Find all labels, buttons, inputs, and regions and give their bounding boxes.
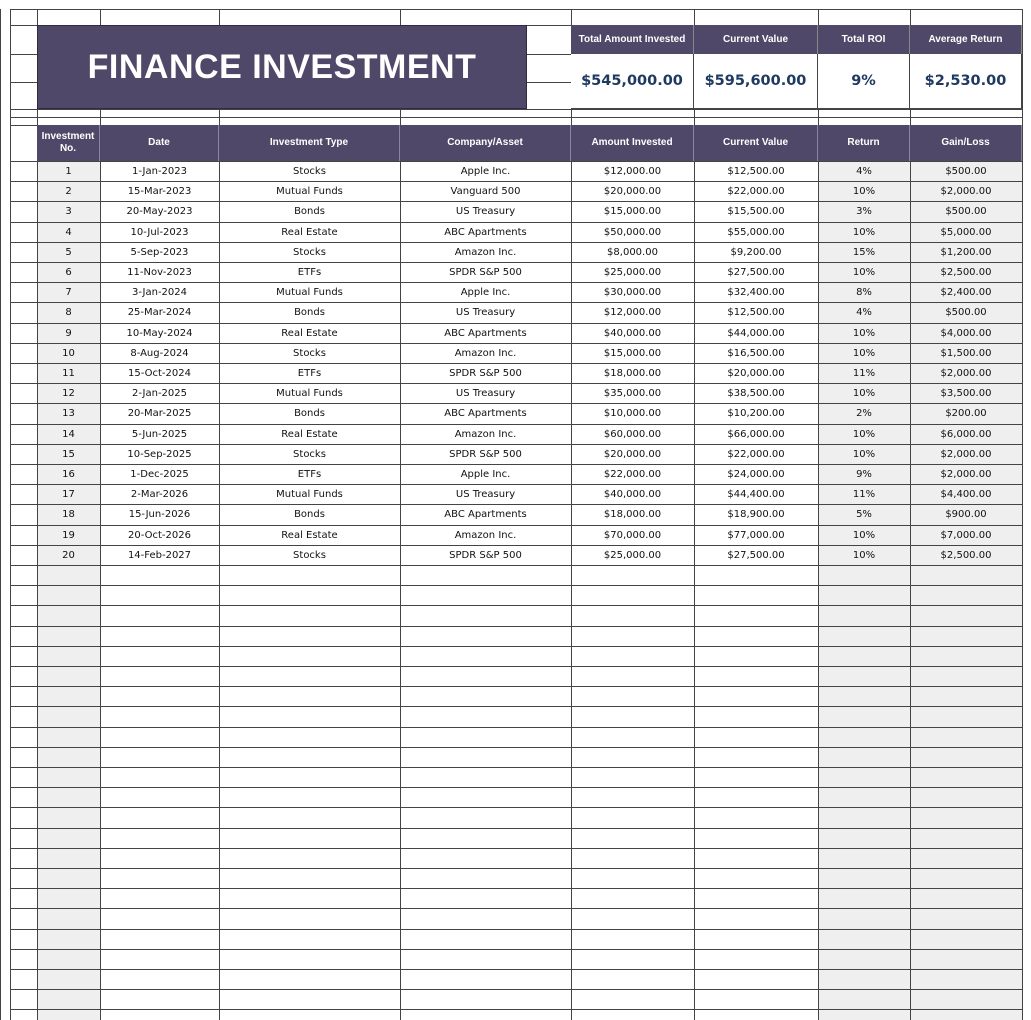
table-cell[interactable]: 10-Sep-2025 xyxy=(127,448,192,460)
table-cell[interactable]: $500.00 xyxy=(945,205,987,217)
table-cell[interactable]: US Treasury xyxy=(455,306,516,318)
table-cell[interactable]: $12,500.00 xyxy=(727,306,785,318)
table-cell[interactable]: $18,000.00 xyxy=(603,367,662,379)
column-header[interactable]: Investment Type xyxy=(219,125,400,161)
table-cell[interactable]: $40,000.00 xyxy=(603,488,662,500)
table-cell[interactable]: $32,400.00 xyxy=(727,286,785,298)
table-cell[interactable]: $4,400.00 xyxy=(940,488,992,500)
table-cell[interactable]: ETFs xyxy=(297,367,322,379)
table-cell[interactable]: 5-Jun-2025 xyxy=(131,428,188,440)
table-cell[interactable]: $22,000.00 xyxy=(727,448,785,460)
table-cell[interactable]: 10% xyxy=(852,428,876,440)
table-cell[interactable]: Amazon Inc. xyxy=(454,529,517,541)
table-cell[interactable]: $18,900.00 xyxy=(727,508,785,520)
table-cell[interactable]: $66,000.00 xyxy=(727,428,785,440)
table-cell[interactable]: Stocks xyxy=(293,549,326,561)
column-header[interactable]: Amount Invested xyxy=(571,125,694,161)
table-cell[interactable]: 4 xyxy=(65,226,72,238)
table-cell[interactable]: 3-Jan-2024 xyxy=(132,286,187,298)
table-cell[interactable]: 15-Mar-2023 xyxy=(127,185,192,197)
table-cell[interactable]: 10-May-2024 xyxy=(126,327,193,339)
table-cell[interactable]: Amazon Inc. xyxy=(454,347,517,359)
table-cell[interactable]: $25,000.00 xyxy=(603,549,662,561)
table-cell[interactable]: 20-May-2023 xyxy=(126,205,193,217)
table-cell[interactable]: Real Estate xyxy=(281,327,338,339)
table-cell[interactable]: 10% xyxy=(852,448,876,460)
table-cell[interactable]: $2,500.00 xyxy=(940,549,992,561)
summary-label: Current Value xyxy=(694,25,818,54)
table-cell[interactable]: 2 xyxy=(65,185,72,197)
table-cell[interactable]: SPDR S&P 500 xyxy=(449,549,522,561)
table-cell[interactable]: $22,000.00 xyxy=(727,185,785,197)
table-cell[interactable]: $44,400.00 xyxy=(727,488,785,500)
table-cell[interactable]: $8,000.00 xyxy=(607,246,658,258)
table-cell[interactable]: $3,500.00 xyxy=(940,387,992,399)
column-header[interactable]: Gain/Loss xyxy=(910,125,1022,161)
table-cell[interactable]: $1,500.00 xyxy=(940,347,992,359)
table-cell[interactable]: 10% xyxy=(852,549,876,561)
table-cell[interactable]: Stocks xyxy=(293,246,326,258)
table-cell[interactable]: Mutual Funds xyxy=(276,488,343,500)
table-cell[interactable]: $27,500.00 xyxy=(727,549,785,561)
table-cell[interactable]: $2,000.00 xyxy=(940,185,992,197)
table-cell[interactable]: $60,000.00 xyxy=(603,428,662,440)
table-cell[interactable]: $55,000.00 xyxy=(727,226,785,238)
table-cell[interactable]: 19 xyxy=(62,529,75,541)
table-cell[interactable]: 11-Nov-2023 xyxy=(127,266,192,278)
summary-value[interactable]: 9% xyxy=(818,54,910,109)
table-cell[interactable]: 14 xyxy=(62,428,75,440)
table-cell[interactable]: Bonds xyxy=(294,508,325,520)
table-cell[interactable]: 11 xyxy=(62,367,75,379)
table-cell[interactable]: 10 xyxy=(62,347,75,359)
table-cell[interactable]: 14-Feb-2027 xyxy=(127,549,192,561)
table-cell[interactable]: $4,000.00 xyxy=(940,327,992,339)
table-cell[interactable]: $27,500.00 xyxy=(727,266,785,278)
table-cell[interactable]: 17 xyxy=(62,488,75,500)
table-cell[interactable]: $10,000.00 xyxy=(603,407,662,419)
column-header[interactable]: Return xyxy=(818,125,910,161)
table-cell[interactable]: $16,500.00 xyxy=(727,347,785,359)
table-cell[interactable]: 1-Jan-2023 xyxy=(132,165,187,177)
table-cell[interactable]: 2% xyxy=(856,407,872,419)
table-cell[interactable]: 10% xyxy=(852,185,876,197)
table-cell[interactable]: $35,000.00 xyxy=(603,387,662,399)
table-cell[interactable]: ABC Apartments xyxy=(444,327,527,339)
table-cell[interactable]: US Treasury xyxy=(455,387,516,399)
table-cell[interactable]: $10,200.00 xyxy=(727,407,785,419)
table-cell[interactable]: $70,000.00 xyxy=(603,529,662,541)
table-cell[interactable]: 10% xyxy=(852,327,876,339)
table-cell[interactable]: Bonds xyxy=(294,205,325,217)
table-cell[interactable]: 9% xyxy=(856,468,872,480)
table-cell[interactable]: $2,500.00 xyxy=(940,266,992,278)
table-cell[interactable]: $12,000.00 xyxy=(603,165,662,177)
table-cell[interactable]: $2,000.00 xyxy=(940,448,992,460)
table-cell[interactable]: Mutual Funds xyxy=(276,286,343,298)
table-cell[interactable]: $7,000.00 xyxy=(940,529,992,541)
summary-label: Total ROI xyxy=(818,25,910,54)
table-cell[interactable]: $2,000.00 xyxy=(940,468,992,480)
table-cell[interactable]: 10% xyxy=(852,529,876,541)
summary-label: Total Amount Invested xyxy=(571,25,694,54)
table-cell[interactable]: $15,500.00 xyxy=(727,205,785,217)
table-cell[interactable]: 10% xyxy=(852,226,876,238)
table-cell[interactable]: $9,200.00 xyxy=(730,246,782,258)
sheet-title[interactable]: FINANCE INVESTMENT xyxy=(37,25,527,109)
table-cell[interactable]: ABC Apartments xyxy=(444,226,527,238)
table-cell[interactable]: US Treasury xyxy=(455,205,516,217)
table-cell[interactable]: 3 xyxy=(65,205,72,217)
table-cell[interactable]: 11% xyxy=(852,488,876,500)
table-cell[interactable]: Stocks xyxy=(293,448,326,460)
table-cell[interactable]: Vanguard 500 xyxy=(450,185,521,197)
table-cell[interactable]: 10% xyxy=(852,387,876,399)
table-cell[interactable]: $12,500.00 xyxy=(727,165,785,177)
table-cell[interactable]: 10-Jul-2023 xyxy=(130,226,189,238)
summary-value[interactable]: $595,600.00 xyxy=(694,54,818,109)
table-cell[interactable]: $44,000.00 xyxy=(727,327,785,339)
table-cell[interactable]: 6 xyxy=(65,266,72,278)
table-cell[interactable]: $15,000.00 xyxy=(603,347,662,359)
table-cell[interactable]: 15-Oct-2024 xyxy=(128,367,191,379)
table-cell[interactable]: $1,200.00 xyxy=(940,246,992,258)
table-cell[interactable]: 7 xyxy=(65,286,72,298)
table-cell[interactable]: Bonds xyxy=(294,306,325,318)
table-cell[interactable]: 20-Oct-2026 xyxy=(128,529,191,541)
table-cell[interactable]: ETFs xyxy=(297,468,322,480)
table-cell[interactable]: $12,000.00 xyxy=(603,306,662,318)
table-cell[interactable]: Stocks xyxy=(293,165,326,177)
table-cell[interactable]: $18,000.00 xyxy=(603,508,662,520)
summary-value[interactable]: $2,530.00 xyxy=(910,54,1022,109)
table-cell[interactable]: $15,000.00 xyxy=(603,205,662,217)
table-cell[interactable]: US Treasury xyxy=(455,488,516,500)
table-cell[interactable]: $2,000.00 xyxy=(940,367,992,379)
table-cell[interactable]: Apple Inc. xyxy=(460,286,511,298)
table-cell[interactable]: Mutual Funds xyxy=(276,387,343,399)
table-cell[interactable]: 20-Mar-2025 xyxy=(127,407,192,419)
table-cell[interactable]: 5% xyxy=(856,508,872,520)
table-cell[interactable]: 18 xyxy=(62,508,75,520)
table-cell[interactable]: $24,000.00 xyxy=(727,468,785,480)
table-cell[interactable]: ABC Apartments xyxy=(444,407,527,419)
table-cell[interactable]: $5,000.00 xyxy=(940,226,992,238)
table-cell[interactable]: 5-Sep-2023 xyxy=(130,246,189,258)
table-cell[interactable]: $77,000.00 xyxy=(727,529,785,541)
table-cell[interactable]: $30,000.00 xyxy=(603,286,662,298)
table-cell[interactable]: $38,500.00 xyxy=(727,387,785,399)
table-cell[interactable]: $20,000.00 xyxy=(727,367,785,379)
column-header[interactable]: Investment No. xyxy=(37,125,100,161)
table-cell[interactable]: ETFs xyxy=(297,266,322,278)
table-cell[interactable]: ABC Apartments xyxy=(444,508,527,520)
summary-value[interactable]: $545,000.00 xyxy=(571,54,694,109)
table-cell[interactable]: $6,000.00 xyxy=(940,428,992,440)
table-cell[interactable]: 12 xyxy=(62,387,75,399)
table-cell[interactable]: 16 xyxy=(62,468,75,480)
table-cell[interactable]: Amazon Inc. xyxy=(454,428,517,440)
table-cell[interactable]: 8-Aug-2024 xyxy=(130,347,189,359)
table-cell[interactable]: 10% xyxy=(852,347,876,359)
table-cell[interactable]: Real Estate xyxy=(281,226,338,238)
table-cell[interactable]: 25-Mar-2024 xyxy=(127,306,192,318)
table-cell[interactable]: 20 xyxy=(62,549,75,561)
table-cell[interactable]: SPDR S&P 500 xyxy=(449,448,522,460)
table-cell[interactable]: SPDR S&P 500 xyxy=(449,367,522,379)
table-cell[interactable]: $2,400.00 xyxy=(940,286,992,298)
table-cell[interactable]: 15-Jun-2026 xyxy=(128,508,191,520)
table-cell[interactable]: $20,000.00 xyxy=(603,448,662,460)
table-cell[interactable]: $50,000.00 xyxy=(603,226,662,238)
table-cell[interactable]: Real Estate xyxy=(281,529,338,541)
table-cell[interactable]: Mutual Funds xyxy=(276,185,343,197)
table-cell[interactable]: $500.00 xyxy=(945,165,987,177)
table-cell[interactable]: 4% xyxy=(856,306,872,318)
table-cell[interactable]: 5 xyxy=(65,246,72,258)
table-cell[interactable]: 1-Dec-2025 xyxy=(130,468,189,480)
column-header[interactable]: Company/Asset xyxy=(400,125,571,161)
table-cell[interactable]: Amazon Inc. xyxy=(454,246,517,258)
table-cell[interactable]: $500.00 xyxy=(945,306,987,318)
table-cell[interactable]: Apple Inc. xyxy=(460,165,511,177)
table-cell[interactable]: $25,000.00 xyxy=(603,266,662,278)
table-cell[interactable]: 11% xyxy=(852,367,876,379)
table-cell[interactable]: $200.00 xyxy=(945,407,987,419)
table-cell[interactable]: 10% xyxy=(852,266,876,278)
table-cell[interactable]: 3% xyxy=(856,205,872,217)
table-cell[interactable]: 15% xyxy=(852,246,876,258)
table-cell[interactable]: 4% xyxy=(856,165,872,177)
table-cell[interactable]: SPDR S&P 500 xyxy=(449,266,522,278)
table-cell[interactable]: 15 xyxy=(62,448,75,460)
table-cell[interactable]: $22,000.00 xyxy=(603,468,662,480)
table-cell[interactable]: $900.00 xyxy=(945,508,987,520)
column-header[interactable]: Current Value xyxy=(694,125,818,161)
table-cell[interactable]: $40,000.00 xyxy=(603,327,662,339)
table-cell[interactable]: Stocks xyxy=(293,347,326,359)
table-cell[interactable]: 8% xyxy=(856,286,872,298)
column-header[interactable]: Date xyxy=(100,125,219,161)
table-cell[interactable]: Bonds xyxy=(294,407,325,419)
table-cell[interactable]: 9 xyxy=(65,327,72,339)
table-cell[interactable]: $20,000.00 xyxy=(603,185,662,197)
table-cell[interactable]: 1 xyxy=(65,165,72,177)
table-cell[interactable]: 8 xyxy=(65,306,72,318)
table-cell[interactable]: Apple Inc. xyxy=(460,468,511,480)
table-cell[interactable]: 2-Mar-2026 xyxy=(130,488,189,500)
table-cell[interactable]: Real Estate xyxy=(281,428,338,440)
summary-label: Average Return xyxy=(910,25,1022,54)
table-cell[interactable]: 13 xyxy=(62,407,75,419)
table-cell[interactable]: 2-Jan-2025 xyxy=(132,387,187,399)
